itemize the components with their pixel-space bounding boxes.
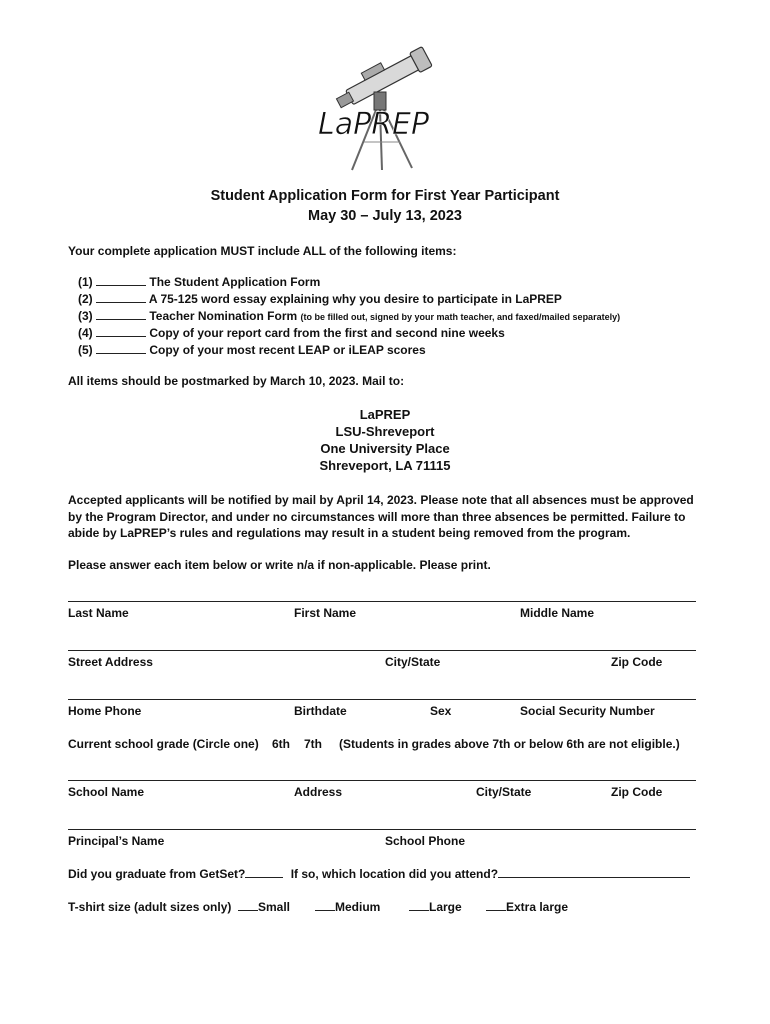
tshirt-option-medium[interactable]: Medium — [315, 900, 380, 914]
first-name-label: First Name — [294, 606, 357, 620]
checklist-item: (5) Copy of your most recent LEAP or iLEAP scores — [78, 343, 426, 357]
checklist-note: (to be filled out, signed by your math teacher, and faxed/mailed separately) — [300, 312, 621, 322]
street-address-label: Street Address — [68, 655, 153, 669]
tshirt-option-small[interactable]: Small — [238, 900, 290, 914]
checklist-blank[interactable] — [96, 292, 146, 303]
getset-location-question: If so, which location did you attend? — [290, 867, 499, 881]
tshirt-blank[interactable] — [315, 900, 335, 911]
grade-eligibility-note: (Students in grades above 7th or below 6th are not eligible.) — [339, 737, 680, 751]
laprep-telescope-logo — [308, 42, 458, 172]
school-input-line[interactable] — [68, 780, 696, 781]
tshirt-option-extra-large[interactable]: Extra large — [486, 900, 568, 914]
city-state-label: City/State — [385, 655, 441, 669]
home-phone-label: Home Phone — [68, 704, 142, 718]
address-line: LaPREP — [359, 407, 411, 422]
name-input-line[interactable] — [68, 601, 696, 602]
middle-name-label: Middle Name — [520, 606, 595, 620]
school-address-label: Address — [294, 785, 343, 799]
school-city-state-label: City/State — [476, 785, 532, 799]
address-line: Shreveport, LA 71115 — [319, 458, 451, 473]
school-phone-label: School Phone — [385, 834, 466, 848]
checklist-blank[interactable] — [96, 275, 146, 286]
requirements-intro: Your complete application MUST include ALL of the following items: — [68, 244, 457, 258]
program-dates: May 30 – July 13, 2023 — [308, 208, 462, 224]
getset-answer-blank[interactable] — [245, 867, 283, 878]
checklist-item: (1) The Student Application Form — [78, 275, 321, 289]
checklist-blank[interactable] — [96, 343, 146, 354]
logo-wordmark: LaPREP — [318, 107, 430, 142]
personal-info-input-line[interactable] — [68, 699, 696, 700]
mail-instructions: All items should be postmarked by March 10, 2023. Mail to: — [68, 374, 405, 388]
checklist-item: (3) Teacher Nomination Form (to be filled out, signed by your math teacher, and faxed/mailed separately) — [78, 309, 621, 323]
address-line: LSU-Shreveport — [335, 424, 435, 439]
getset-question-row — [68, 867, 690, 881]
form-title: Student Application Form for First Year Participant — [210, 188, 560, 204]
grade-label: Current school grade (Circle one) — [68, 737, 259, 751]
tshirt-size-label: T-shirt size (adult sizes only) — [68, 900, 232, 914]
grade-option-7th[interactable]: 7th — [304, 737, 322, 751]
tshirt-blank[interactable] — [486, 900, 506, 911]
principal-name-label: Principal’s Name — [68, 834, 165, 848]
checklist-blank[interactable] — [96, 326, 146, 337]
address-line: One University Place — [320, 441, 450, 456]
tshirt-blank[interactable] — [238, 900, 258, 911]
getset-question: Did you graduate from GetSet? — [68, 867, 246, 881]
address-input-line[interactable] — [68, 650, 696, 651]
checklist-item: (4) Copy of your report card from the first and second nine weeks — [78, 326, 505, 340]
ssn-label: Social Security Number — [520, 704, 655, 718]
last-name-label: Last Name — [68, 606, 129, 620]
school-zip-label: Zip Code — [611, 785, 663, 799]
tshirt-option-large[interactable]: Large — [409, 900, 462, 914]
sex-label: Sex — [430, 704, 452, 718]
getset-location-blank[interactable] — [498, 867, 690, 878]
school-name-label: School Name — [68, 785, 145, 799]
zip-code-label: Zip Code — [611, 655, 663, 669]
tshirt-blank[interactable] — [409, 900, 429, 911]
form-instructions: Please answer each item below or write n/a if non-applicable. Please print. — [68, 558, 491, 572]
checklist-blank[interactable] — [96, 309, 146, 320]
notification-paragraph: Accepted applicants will be notified by mail by April 14, 2023. Please note that all absences must be approved by the Program Director, and under no circumstances will more than three absences be permitted. Failure to abide by LaPREP’s rules and regulations may result in a student being removed from the program. — [68, 493, 694, 540]
principal-input-line[interactable] — [68, 829, 696, 830]
checklist-item: (2) A 75-125 word essay explaining why you desire to participate in LaPREP — [78, 292, 562, 306]
grade-option-6th[interactable]: 6th — [272, 737, 290, 751]
birthdate-label: Birthdate — [294, 704, 347, 718]
